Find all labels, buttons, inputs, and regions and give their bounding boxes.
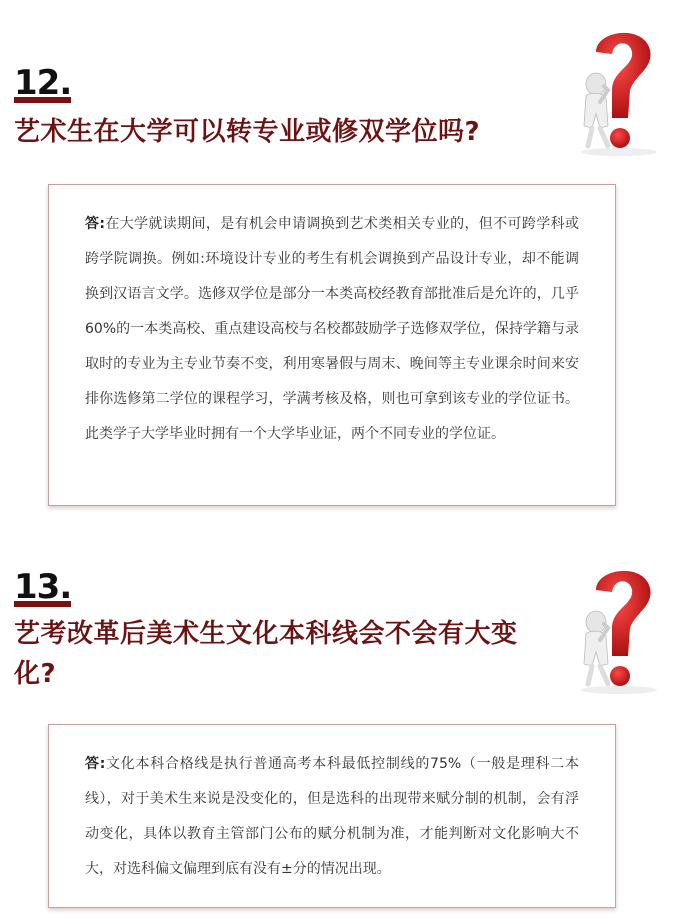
answer-text — [85, 747, 579, 887]
answer-text — [85, 207, 579, 452]
answer-body: 在大学就读期间，是有机会申请调换到艺术类相关专业的，但不可跨学科或跨学院调换。例如:环境设计专业的考生有机会调换到产品设计专业，却不能调换到汉语言文学。选修双学位是部分一本类高校经教育部批准后是允许的，几乎60%的一本类高校、重点建设高校与名校都鼓励学子选修双学位，保持学籍与录取时的专业为主专业节奏不变，利用寒暑假与周末、晚间等主专业课余时间来安排你选修第二学位的课程学习，学满考核及格，则也可拿到该专业的学位证书。此类学子大学毕业时拥有一个大学毕业证，两个不同专业的学位证。 — [85, 216, 579, 442]
answer-label: 答: — [85, 216, 105, 232]
thinking-figure-question-mark-icon — [574, 560, 664, 700]
answer-body: 文化本科合格线是执行普通高考本科最低控制线的75%（一般是理科二本线），对于美术生来说是没变化的，但是选科的出现带来赋分制的机制，会有浮动变化，具体以教育主管部门公布的赋分机制为准，才能判断对文化影响大不大，对选科偏文偏理到底有没有±分的情况出现。 — [85, 756, 579, 877]
qa-section-13 — [0, 540, 673, 922]
answer-card — [48, 724, 616, 908]
question-number: 13. — [14, 567, 72, 607]
answer-card — [48, 184, 616, 506]
question-title: 艺考改革后美术生文化本科线会不会有大变化? — [14, 619, 518, 689]
question-number: 12. — [14, 63, 72, 103]
thinking-figure-question-mark-icon — [574, 22, 664, 162]
answer-label: 答: — [85, 756, 106, 772]
question-title: 艺术生在大学可以转专业或修双学位吗? — [14, 117, 481, 147]
